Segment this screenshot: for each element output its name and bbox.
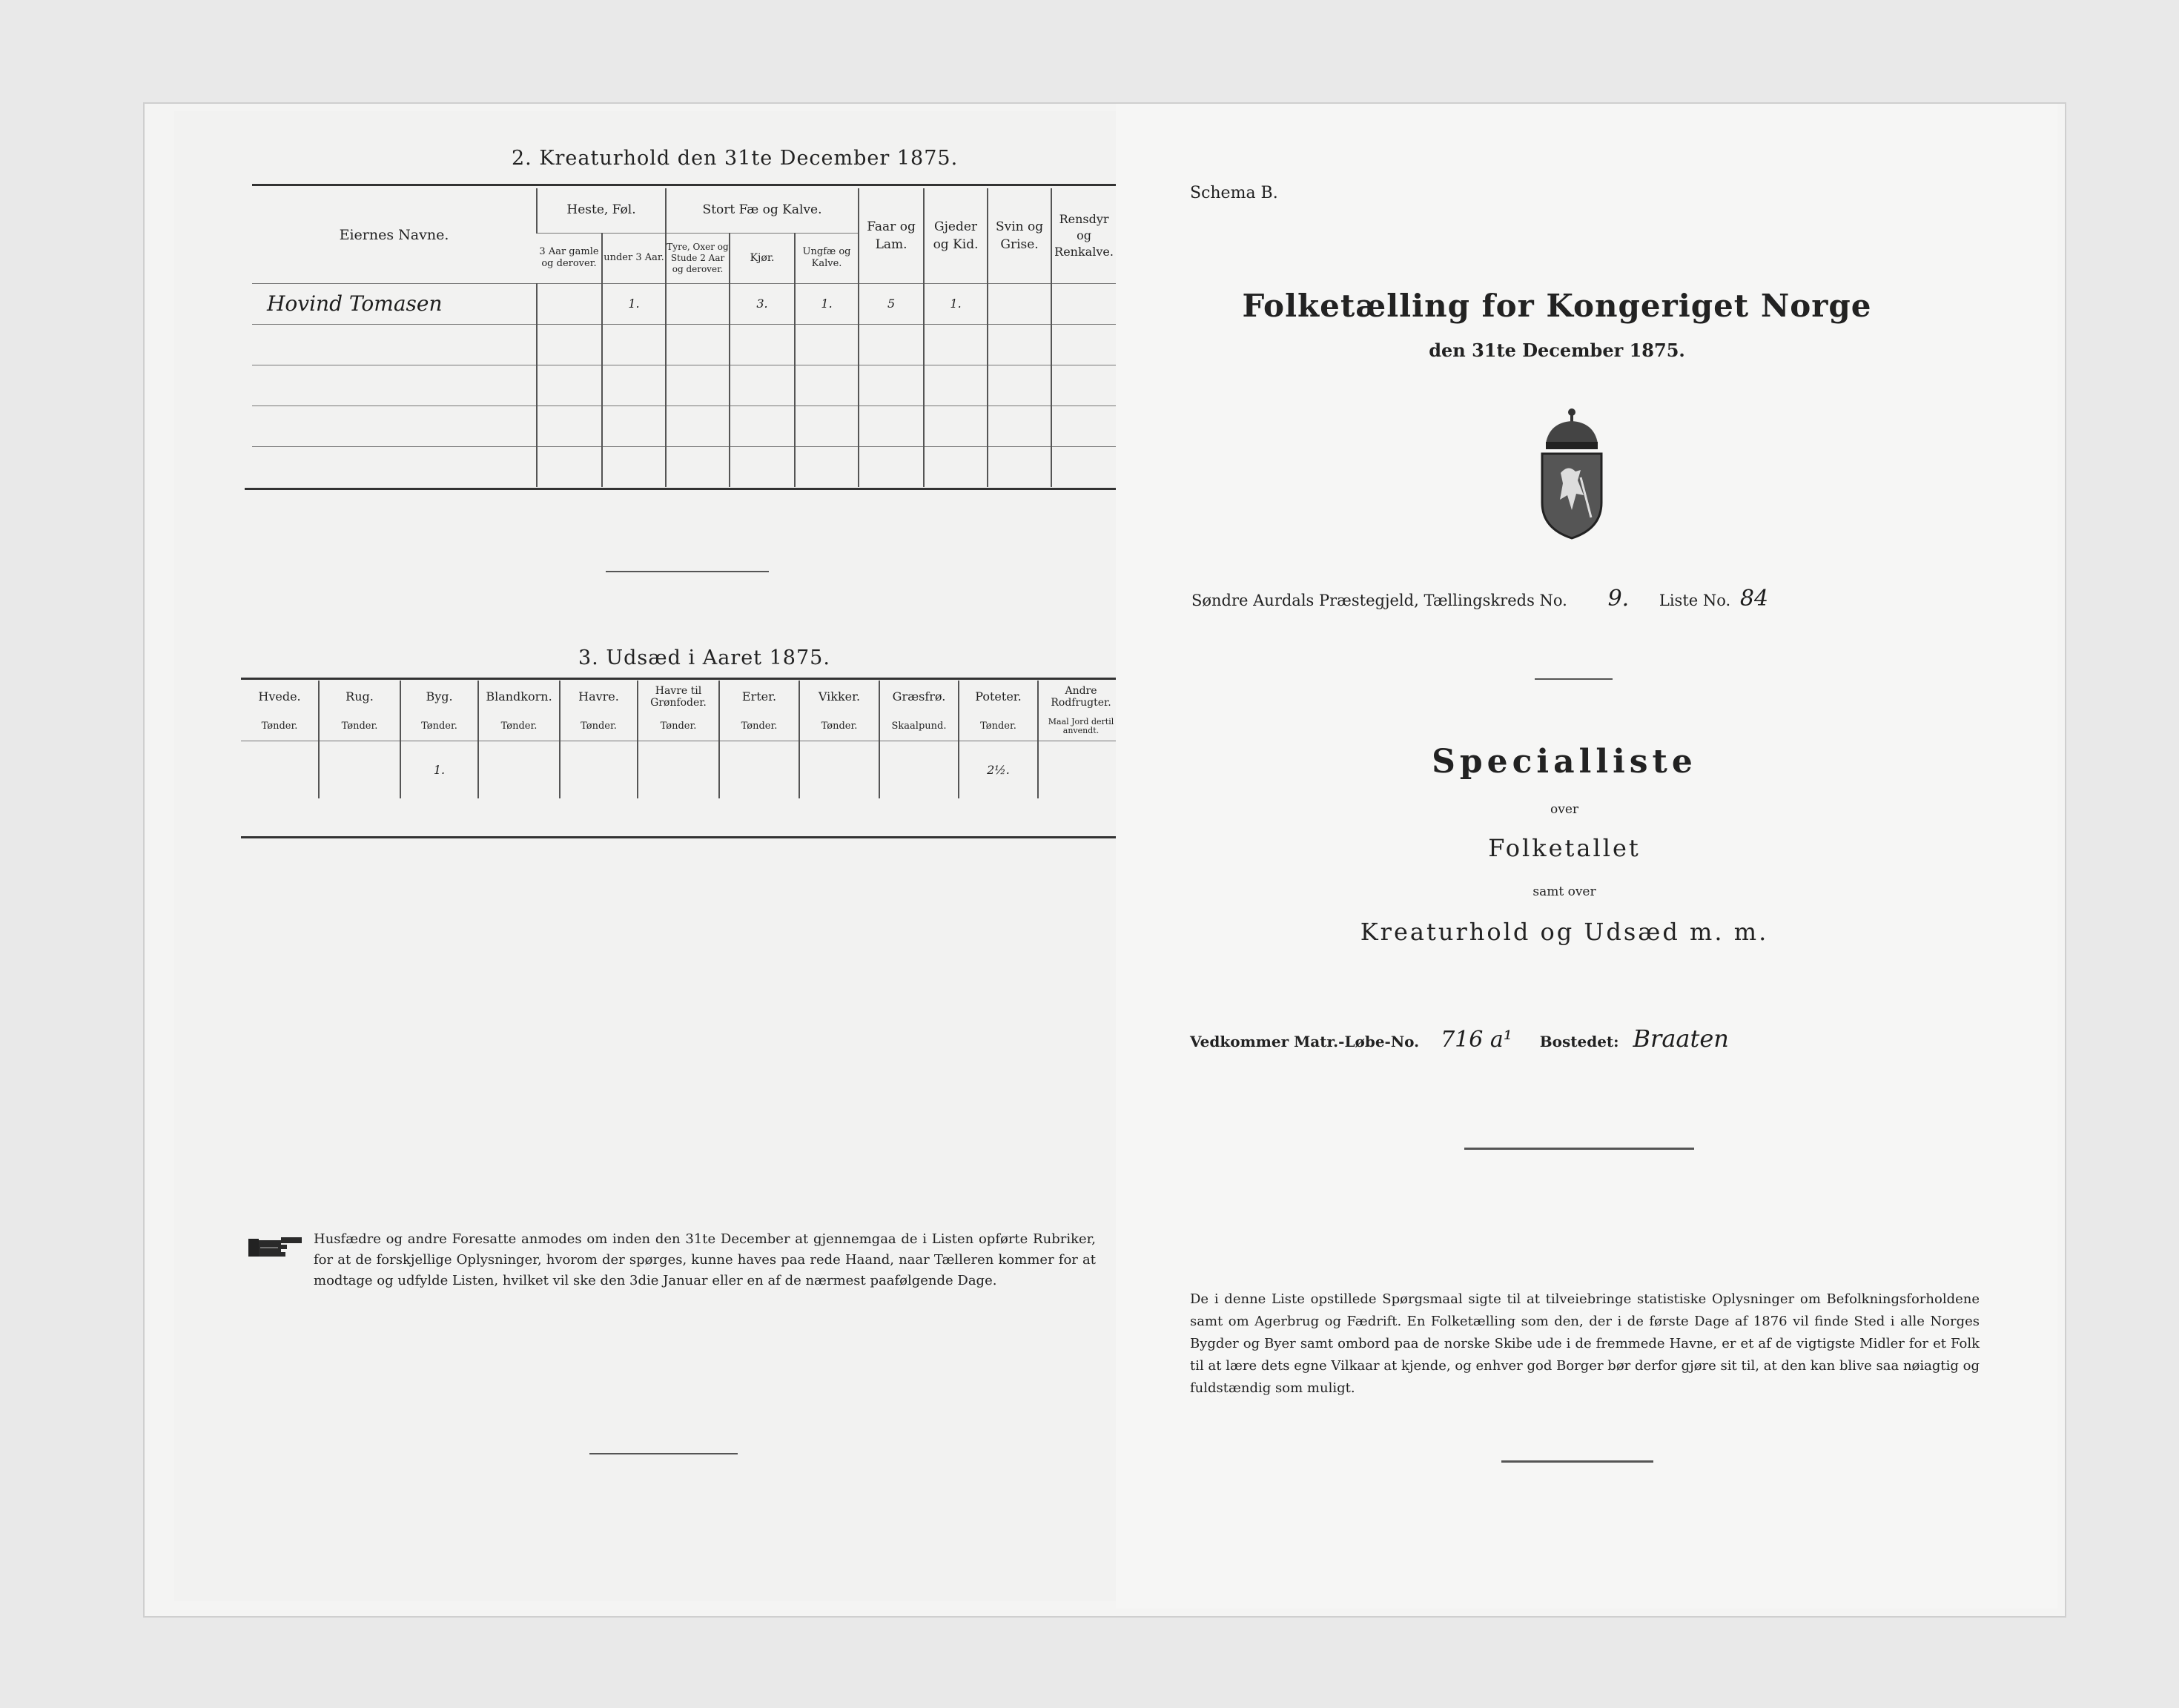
- notice-text: Husfædre og andre Foresatte anmodes om inden den 31te December at gjennemgaa de i Listen opførte Rubriker, for at de forskjellige Oplysninger, hvorom der spørges, kunne haves paa rede Haand, naar Tælleren kommer for at modtage og udfylde Listen, hvilket vil ske den 3die Januar eller en af de nærmest paafølgende Dage.: [314, 1231, 1096, 1288]
- section3-bottom-rule: [241, 836, 1116, 838]
- col-rye: Rug.: [319, 681, 400, 712]
- cell-green-oats: [638, 741, 719, 798]
- unit-label: Tønder.: [560, 712, 638, 741]
- table-row: [241, 741, 1123, 798]
- separator-dash: [1464, 1148, 1694, 1150]
- unit-label: Tønder.: [261, 721, 298, 732]
- right-page: [1116, 104, 2057, 1609]
- col-horses-under3: under 3 Aar.: [602, 233, 666, 283]
- table-row: [252, 446, 1116, 487]
- separator-dash: [606, 571, 769, 572]
- section2-title: 2. Kreaturhold den 31te December 1875.: [512, 147, 959, 170]
- matrikkel-line: [1190, 1025, 1729, 1053]
- col-mixed-grain: Blandkorn.: [478, 681, 560, 712]
- cell-pigs: [988, 283, 1051, 324]
- separator-dash: [1535, 678, 1613, 680]
- cell-wheat: [241, 741, 319, 798]
- table-row: [252, 365, 1116, 406]
- col-cows: Kjør.: [730, 233, 795, 283]
- cell-c2: 3.: [730, 283, 795, 324]
- purpose-paragraph: De i denne Liste opstillede Spørgsmaal sigte til at tilveiebringe statistiske Oplysninger om Befolkningsforholdene samt om Agerbrug og Fædrift. En Folketælling som den, der i de første Dage af 1876 vil finde Sted i alle Norges Bygder og Byer samt ombord paa de norske Skibe ude i de fremmede Havne, er et af de vigtigste Midler for et Folk til at lære dets egne Vilkaar at kjende, og enhver god Borger bør derfor gjøre sit til, at den kan blive saa nøiagtig og fuldstændig som muligt.: [1190, 1291, 1980, 1396]
- col-oats: Havre.: [560, 681, 638, 712]
- col-horses-3yr: 3 Aar gamle og derover.: [537, 233, 602, 283]
- col-goats: Gjeder og Kid.: [924, 188, 988, 283]
- kreaturhold-label: Kreaturhold og Udsæd m. m.: [1360, 918, 1769, 946]
- matr-value: 716 a¹: [1441, 1027, 1512, 1053]
- section2-top-rule: [252, 184, 1116, 186]
- district-line: [1191, 586, 1768, 612]
- left-page: [174, 111, 1118, 1601]
- unit-label: Tønder.: [478, 712, 560, 741]
- unit-label: Tønder.: [638, 712, 719, 741]
- col-green-oats: Havre til Grønfoder.: [638, 681, 719, 712]
- schema-label: Schema B.: [1190, 184, 1278, 202]
- owner-name: Hovind Tomasen: [252, 283, 537, 324]
- unit-label: Tønder.: [719, 712, 799, 741]
- col-grass-seed: Græsfrø.: [879, 681, 959, 712]
- col-reindeer: Rensdyr og Renkalve.: [1051, 188, 1116, 283]
- district-label: Søndre Aurdals Præstegjeld, Tællingskreds No.: [1191, 592, 1567, 609]
- col-pigs: Svin og Grise.: [988, 188, 1051, 283]
- list-label: Liste No.: [1659, 592, 1731, 609]
- specialliste-heading: Specialliste: [1432, 743, 1697, 781]
- cell-sheep: 5: [859, 283, 924, 324]
- folketallet-label: Folketallet: [1488, 834, 1641, 862]
- col-young-cattle: Ungfæ og Kalve.: [795, 233, 859, 283]
- livestock-table: [252, 188, 1116, 487]
- matr-label: Vedkommer Matr.-Løbe-No.: [1190, 1033, 1420, 1050]
- table-row: [252, 406, 1116, 446]
- unit-label: Maal Jord dertil anvendt.: [1038, 712, 1123, 741]
- group-cattle: Stort Fæ og Kalve.: [666, 188, 859, 233]
- cell-peas: [719, 741, 799, 798]
- cell-potatoes: 2½.: [959, 741, 1038, 798]
- cell-barley: 1.: [400, 741, 478, 798]
- cell-rye: [319, 741, 400, 798]
- cell-mixed-grain: [478, 741, 560, 798]
- col-peas: Erter.: [719, 681, 799, 712]
- cell-vetch: [799, 741, 879, 798]
- unit-label: Tønder.: [319, 712, 400, 741]
- group-horses: Heste, Føl.: [537, 188, 666, 233]
- col-vetch: Vikker.: [799, 681, 879, 712]
- separator-dash: [589, 1453, 738, 1454]
- col-wheat: Hvede.: [258, 689, 301, 704]
- document-title: Folketælling for Kongeriget Norge: [1242, 288, 1872, 324]
- cell-c3: 1.: [795, 283, 859, 324]
- col-barley: Byg.: [400, 681, 478, 712]
- unit-label: Skaalpund.: [879, 712, 959, 741]
- pointing-hand-icon: [247, 1234, 305, 1261]
- table-row: [252, 324, 1116, 365]
- cell-grass-seed: [879, 741, 959, 798]
- section3-top-rule: [241, 678, 1116, 680]
- census-date: den 31te December 1875.: [1429, 340, 1685, 361]
- bosted-value: Braaten: [1633, 1025, 1729, 1053]
- col-other-roots: Andre Rodfrugter.: [1038, 681, 1123, 712]
- cell-h1: [537, 283, 602, 324]
- separator-dash: [1501, 1460, 1653, 1463]
- samt-over-label: samt over: [1532, 884, 1596, 899]
- cell-c1: [666, 283, 730, 324]
- section3-title: 3. Udsæd i Aaret 1875.: [578, 646, 830, 669]
- seed-table: [241, 681, 1123, 798]
- list-number: 84: [1739, 586, 1769, 612]
- district-number: 9.: [1607, 586, 1630, 612]
- col-owner: Eiernes Navne.: [339, 227, 449, 244]
- col-bulls: Tyre, Oxer og Stude 2 Aar og derover.: [666, 233, 730, 283]
- col-potatoes: Poteter.: [959, 681, 1038, 712]
- unit-label: Tønder.: [799, 712, 879, 741]
- table-row: [252, 283, 1116, 324]
- unit-label: Tønder.: [959, 712, 1038, 741]
- unit-label: Tønder.: [400, 712, 478, 741]
- bosted-label: Bostedet:: [1539, 1033, 1619, 1050]
- coat-of-arms-icon: [1535, 406, 1609, 540]
- over-label: over: [1550, 802, 1579, 817]
- cell-goats: 1.: [924, 283, 988, 324]
- col-sheep: Faar og Lam.: [859, 188, 924, 283]
- cell-oats: [560, 741, 638, 798]
- section2-bottom-rule: [245, 488, 1116, 490]
- cell-h2: 1.: [602, 283, 666, 324]
